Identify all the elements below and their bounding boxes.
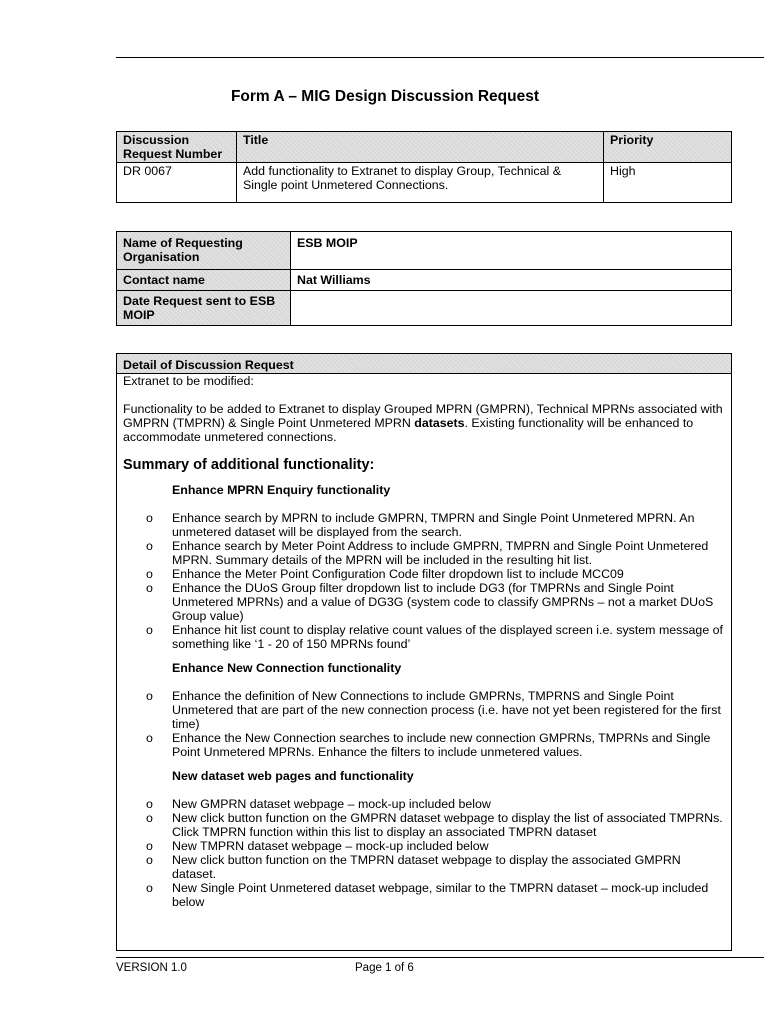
bullet-icon: o bbox=[146, 689, 153, 703]
list-item: o New Single Point Unmetered dataset webpage, similar to the TMPRN dataset – mock-up included below bbox=[146, 881, 709, 909]
mprn-enquiry-list bbox=[123, 511, 725, 651]
bullet-icon: o bbox=[146, 567, 153, 581]
section-heading-new-dataset: New dataset web pages and functionality bbox=[172, 769, 414, 783]
list-item: o New GMPRN dataset webpage – mock-up included below bbox=[146, 797, 491, 811]
header-priority: Priority bbox=[604, 132, 732, 163]
request-number-value: DR 0067 bbox=[117, 163, 237, 203]
bullet-icon: o bbox=[146, 731, 153, 745]
bullet-icon: o bbox=[146, 511, 153, 525]
bullet-icon: o bbox=[146, 623, 153, 637]
form-title: Form A – MIG Design Discussion Request bbox=[230, 88, 540, 105]
list-item: o Enhance the DUoS Group filter dropdown list to include DG3 (for TMPRNs and Single Point Unmetered MPRNs) and a value of DG3G (system code to classify GMPRNs – not a market DUoS Group value) bbox=[146, 581, 714, 623]
header-request-number: Discussion Request Number bbox=[117, 132, 237, 163]
header-rule bbox=[116, 57, 764, 58]
new-dataset-list bbox=[123, 797, 725, 909]
page-number: Page 1 of 6 bbox=[355, 962, 414, 974]
header-title: Title bbox=[237, 132, 604, 163]
organisation-table bbox=[116, 231, 732, 326]
bullet-icon: o bbox=[146, 881, 153, 895]
summary-heading: Summary of additional functionality: bbox=[123, 457, 375, 473]
contact-name-value: Nat Williams bbox=[291, 270, 732, 291]
list-item: o Enhance the definition of New Connections to include GMPRNs, TMPRNS and Single Point Unmetered that are part of the new connection process (i.e. have not yet been registered for the first time) bbox=[146, 689, 721, 731]
list-item: o Enhance the New Connection searches to include new connection GMPRNs, TMPRNs and Single Point Unmetered MPRNs. Enhance the filters to include unmetered values. bbox=[146, 731, 711, 759]
bullet-icon: o bbox=[146, 839, 153, 853]
bullet-icon: o bbox=[146, 581, 153, 595]
section-heading-mprn-enquiry: Enhance MPRN Enquiry functionality bbox=[172, 483, 391, 497]
list-item: o New click button function on the GMPRN dataset webpage to display the list of associated TMPRNs. Click TMPRN function within this list to display an associated TMPRN dataset bbox=[146, 811, 723, 839]
bullet-icon: o bbox=[146, 539, 153, 553]
detail-intro: Extranet to be modified: bbox=[123, 374, 254, 388]
list-item: o Enhance hit list count to display relative count values of the displayed screen i.e. system message of something like ‘1 - 20 of 150 MPRNs found’ bbox=[146, 623, 723, 651]
org-name-label: Name of Requesting Organisation bbox=[117, 232, 291, 270]
new-connection-list bbox=[123, 689, 725, 759]
contact-name-label: Contact name bbox=[117, 270, 291, 291]
request-title-value: Add functionality to Extranet to display Group, Technical & Single point Unmetered Connections. bbox=[237, 163, 604, 203]
list-item: o Enhance the Meter Point Configuration Code filter dropdown list to include MCC09 bbox=[146, 567, 624, 581]
detail-paragraph: Functionality to be added to Extranet to display Grouped MPRN (GMPRN), Technical MPRNs associated with GMPRN (TMPRN) & Single Point Unmetered MPRN datasets. Existing functionality will be enhanced to accommodate unmetered connections. bbox=[123, 402, 723, 444]
list-item: o New click button function on the TMPRN dataset webpage to display the associated GMPRN dataset. bbox=[146, 853, 681, 881]
version-label: VERSION 1.0 bbox=[116, 962, 187, 974]
date-sent-label: Date Request sent to ESB MOIP bbox=[117, 291, 291, 326]
detail-body bbox=[117, 374, 732, 951]
bullet-icon: o bbox=[146, 853, 153, 867]
detail-table bbox=[116, 353, 732, 951]
list-item: o New TMPRN dataset webpage – mock-up included below bbox=[146, 839, 489, 853]
org-name-value: ESB MOIP bbox=[291, 232, 732, 270]
detail-header: Detail of Discussion Request bbox=[117, 354, 732, 374]
bullet-icon: o bbox=[146, 797, 153, 811]
list-item: o Enhance search by Meter Point Address to include GMPRN, TMPRN and Single Point Unmetered MPRN. Summary details of the MPRN will be included in the resulting hit list. bbox=[146, 539, 709, 567]
footer-rule bbox=[116, 957, 764, 958]
section-heading-new-connection: Enhance New Connection functionality bbox=[172, 661, 402, 675]
priority-value: High bbox=[604, 163, 732, 203]
date-sent-value bbox=[291, 291, 732, 326]
bullet-icon: o bbox=[146, 811, 153, 825]
request-table bbox=[116, 131, 732, 203]
list-item: o Enhance search by MPRN to include GMPRN, TMPRN and Single Point Unmetered MPRN. An unmetered dataset will be displayed from the search. bbox=[146, 511, 695, 539]
